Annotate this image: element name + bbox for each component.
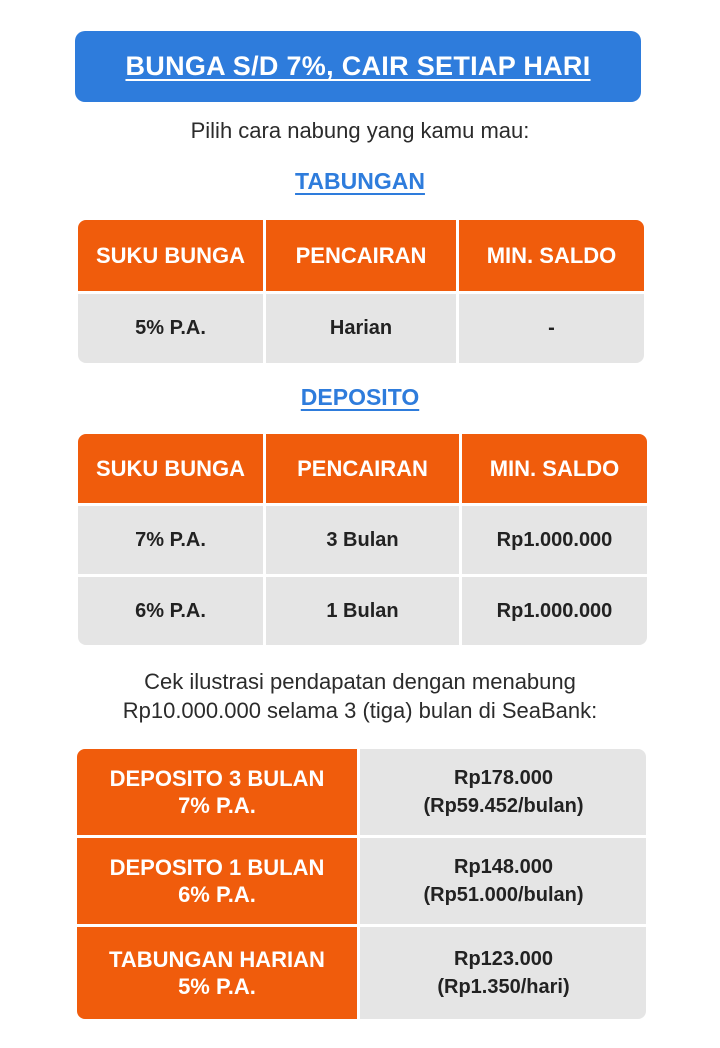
earning-amount: Rp178.000	[454, 767, 553, 789]
product-name: DEPOSITO 3 BULAN	[109, 766, 325, 791]
deposito-section	[0, 384, 720, 411]
tabungan-table	[78, 220, 644, 363]
product-name: TABUNGAN HARIAN	[109, 947, 325, 972]
product-name: DEPOSITO 1 BULAN	[109, 855, 325, 880]
table-cell: Rp1.000.000	[462, 506, 647, 574]
earning-detail: (Rp1.350/hari)	[437, 976, 570, 998]
table-cell: 6% P.A.	[78, 577, 263, 645]
table-cell: Rp1.000.000	[462, 577, 647, 645]
table-cell: 5% P.A.	[78, 294, 263, 363]
deposito-link[interactable]: DEPOSITO	[300, 384, 420, 410]
illustration-label-cell	[77, 838, 357, 924]
illustration-text	[0, 667, 720, 725]
table-cell: 7% P.A.	[78, 506, 263, 574]
illustration-table	[77, 749, 646, 1019]
earning-detail: (Rp59.452/bulan)	[423, 795, 584, 817]
table-header-cell: MIN. SALDO	[459, 220, 644, 291]
table-header-cell: SUKU BUNGA	[78, 434, 263, 503]
earning-amount: Rp123.000	[454, 948, 553, 970]
table-cell: 3 Bulan	[266, 506, 459, 574]
product-rate: 5% P.A.	[178, 974, 256, 999]
product-rate: 7% P.A.	[178, 793, 256, 818]
table-header-cell: MIN. SALDO	[462, 434, 647, 503]
earning-amount: Rp148.000	[454, 856, 553, 878]
intro-text: Pilih cara nabung yang kamu mau:	[190, 118, 530, 143]
table-header-cell: SUKU BUNGA	[78, 220, 263, 291]
promo-banner-button[interactable]: BUNGA S/D 7%, CAIR SETIAP HARI	[75, 31, 641, 102]
table-header-cell: PENCAIRAN	[266, 220, 456, 291]
illustration-label-cell	[77, 927, 357, 1019]
illustration-value-cell	[360, 927, 646, 1019]
illustration-value-cell	[360, 749, 646, 835]
tabungan-section	[0, 168, 720, 195]
table-header-cell: PENCAIRAN	[266, 434, 459, 503]
illustration-label-cell	[77, 749, 357, 835]
illustration-line-2: Rp10.000.000 selama 3 (tiga) bulan di SeaBank:	[122, 698, 598, 723]
illustration-line-1: Cek ilustrasi pendapatan dengan menabung	[144, 669, 576, 694]
table-cell: 1 Bulan	[266, 577, 459, 645]
table-cell: -	[459, 294, 644, 363]
table-cell: Harian	[266, 294, 456, 363]
illustration-value-cell	[360, 838, 646, 924]
earning-detail: (Rp51.000/bulan)	[423, 884, 584, 906]
deposito-table	[78, 434, 647, 645]
tabungan-link[interactable]: TABUNGAN	[295, 168, 425, 194]
product-rate: 6% P.A.	[178, 882, 256, 907]
